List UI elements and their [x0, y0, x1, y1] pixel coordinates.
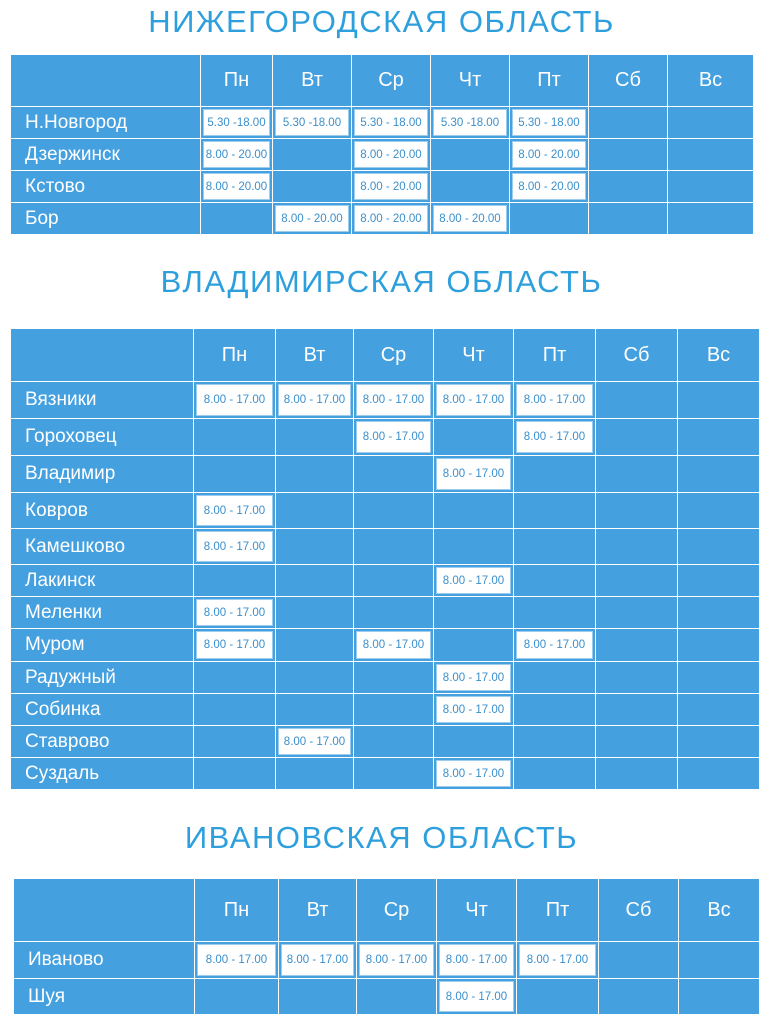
empty-cell [678, 456, 760, 493]
empty-cell [596, 758, 678, 790]
time-slot: 5.30 - 18.00 [354, 109, 428, 136]
empty-cell [276, 529, 354, 565]
empty-cell [678, 694, 760, 726]
time-slot: 8.00 - 17.00 [519, 944, 596, 976]
empty-cell [678, 597, 760, 629]
empty-cell [194, 694, 276, 726]
table-row [11, 662, 760, 694]
city-name: Лакинск [11, 565, 194, 597]
day-header: Вс [678, 329, 760, 382]
empty-cell [354, 726, 434, 758]
city-name: Владимир [11, 456, 194, 493]
time-slot: 8.00 - 17.00 [281, 944, 354, 976]
empty-cell [431, 171, 510, 203]
empty-cell [589, 107, 668, 139]
table-row [11, 139, 754, 171]
empty-cell [194, 565, 276, 597]
schedule-table-nizhny [10, 54, 754, 235]
time-slot: 5.30 - 18.00 [512, 109, 586, 136]
empty-cell [668, 203, 754, 235]
empty-cell [596, 565, 678, 597]
table-row [11, 597, 760, 629]
empty-cell [276, 597, 354, 629]
city-name: Иваново [14, 942, 195, 979]
city-name: Вязники [11, 382, 194, 419]
empty-cell [273, 171, 352, 203]
empty-cell [589, 171, 668, 203]
table-row [11, 758, 760, 790]
empty-cell [599, 979, 679, 1015]
time-slot: 8.00 - 17.00 [196, 384, 273, 416]
table-row [11, 171, 754, 203]
header-row [11, 329, 760, 382]
city-name: Дзержинск [11, 139, 201, 171]
empty-cell [678, 565, 760, 597]
table-row [11, 382, 760, 419]
empty-cell [668, 171, 754, 203]
empty-cell [279, 979, 357, 1015]
time-slot: 8.00 - 17.00 [516, 384, 593, 416]
region-title-nizhny: НИЖЕГОРОДСКАЯ ОБЛАСТЬ [148, 4, 615, 39]
empty-cell [354, 662, 434, 694]
empty-cell [596, 382, 678, 419]
time-slot: 8.00 - 17.00 [356, 384, 431, 416]
corner-cell [14, 879, 195, 942]
empty-cell [194, 758, 276, 790]
day-header: Пн [194, 329, 276, 382]
empty-cell [194, 662, 276, 694]
empty-cell [596, 456, 678, 493]
time-slot: 8.00 - 17.00 [436, 760, 511, 787]
table-row [11, 629, 760, 662]
header-row [14, 879, 760, 942]
empty-cell [596, 493, 678, 529]
empty-cell [596, 629, 678, 662]
time-slot: 8.00 - 20.00 [275, 205, 349, 232]
time-slot: 5.30 -18.00 [203, 109, 270, 136]
table-row [11, 529, 760, 565]
empty-cell [514, 493, 596, 529]
time-slot: 5.30 -18.00 [275, 109, 349, 136]
empty-cell [354, 694, 434, 726]
day-header: Сб [596, 329, 678, 382]
empty-cell [514, 726, 596, 758]
day-header: Вс [668, 55, 754, 107]
city-name: Кстово [11, 171, 201, 203]
city-name: Ковров [11, 493, 194, 529]
empty-cell [276, 662, 354, 694]
empty-cell [596, 597, 678, 629]
empty-cell [354, 529, 434, 565]
empty-cell [514, 694, 596, 726]
empty-cell [589, 203, 668, 235]
empty-cell [273, 139, 352, 171]
empty-cell [434, 493, 514, 529]
region-title-ivanovo: ИВАНОВСКАЯ ОБЛАСТЬ [184, 820, 579, 855]
time-slot: 8.00 - 17.00 [278, 728, 351, 755]
day-header: Пн [201, 55, 273, 107]
time-slot: 8.00 - 17.00 [359, 944, 434, 976]
empty-cell [514, 529, 596, 565]
empty-cell [434, 726, 514, 758]
empty-cell [589, 139, 668, 171]
time-slot: 8.00 - 20.00 [354, 205, 428, 232]
empty-cell [678, 493, 760, 529]
time-slot: 8.00 - 17.00 [439, 981, 514, 1012]
time-slot: 8.00 - 20.00 [433, 205, 507, 232]
empty-cell [514, 662, 596, 694]
schedule-table-vladimir [10, 328, 760, 790]
city-name: Н.Новгород [11, 107, 201, 139]
city-name: Ставрово [11, 726, 194, 758]
empty-cell [276, 758, 354, 790]
time-slot: 8.00 - 17.00 [278, 384, 351, 416]
empty-cell [668, 139, 754, 171]
time-slot: 8.00 - 20.00 [354, 173, 428, 200]
time-slot: 8.00 - 17.00 [196, 599, 273, 626]
empty-cell [434, 597, 514, 629]
empty-cell [596, 694, 678, 726]
time-slot: 8.00 - 17.00 [436, 664, 511, 691]
empty-cell [276, 565, 354, 597]
time-slot: 8.00 - 20.00 [512, 141, 586, 168]
empty-cell [434, 419, 514, 456]
empty-cell [514, 597, 596, 629]
day-header: Вт [276, 329, 354, 382]
corner-cell [11, 329, 194, 382]
empty-cell [431, 139, 510, 171]
day-header: Чт [431, 55, 510, 107]
city-name: Камешково [11, 529, 194, 565]
day-header: Сб [599, 879, 679, 942]
day-header: Ср [354, 329, 434, 382]
table-row [11, 493, 760, 529]
region-title-vladimir: ВЛАДИМИРСКАЯ ОБЛАСТЬ [160, 264, 603, 299]
empty-cell [354, 597, 434, 629]
empty-cell [679, 942, 760, 979]
empty-cell [678, 758, 760, 790]
empty-cell [354, 758, 434, 790]
time-slot: 5.30 -18.00 [433, 109, 507, 136]
day-header: Чт [434, 329, 514, 382]
empty-cell [596, 662, 678, 694]
time-slot: 8.00 - 17.00 [356, 631, 431, 659]
table-row [11, 456, 760, 493]
time-slot: 8.00 - 17.00 [356, 421, 431, 453]
table-row [11, 203, 754, 235]
empty-cell [276, 694, 354, 726]
day-header: Чт [437, 879, 517, 942]
table-row [11, 726, 760, 758]
corner-cell [11, 55, 201, 107]
day-header: Вт [273, 55, 352, 107]
empty-cell [517, 979, 599, 1015]
time-slot: 8.00 - 17.00 [439, 944, 514, 976]
empty-cell [276, 493, 354, 529]
day-header: Ср [357, 879, 437, 942]
table-row [11, 419, 760, 456]
empty-cell [195, 979, 279, 1015]
time-slot: 8.00 - 17.00 [516, 631, 593, 659]
day-header: Ср [352, 55, 431, 107]
time-slot: 8.00 - 20.00 [512, 173, 586, 200]
city-name: Суздаль [11, 758, 194, 790]
empty-cell [678, 629, 760, 662]
empty-cell [510, 203, 589, 235]
empty-cell [434, 529, 514, 565]
empty-cell [357, 979, 437, 1015]
schedule-table-ivanovo [13, 878, 760, 1015]
time-slot: 8.00 - 17.00 [196, 495, 273, 526]
empty-cell [514, 565, 596, 597]
time-slot: 8.00 - 17.00 [436, 458, 511, 490]
city-name: Меленки [11, 597, 194, 629]
day-header: Пт [517, 879, 599, 942]
time-slot: 8.00 - 17.00 [436, 567, 511, 594]
time-slot: 8.00 - 17.00 [197, 944, 276, 976]
empty-cell [354, 565, 434, 597]
empty-cell [194, 419, 276, 456]
time-slot: 8.00 - 17.00 [516, 421, 593, 453]
empty-cell [596, 419, 678, 456]
empty-cell [194, 456, 276, 493]
city-name: Гороховец [11, 419, 194, 456]
day-header: Сб [589, 55, 668, 107]
city-name: Собинка [11, 694, 194, 726]
empty-cell [668, 107, 754, 139]
time-slot: 8.00 - 20.00 [203, 173, 270, 200]
empty-cell [276, 419, 354, 456]
empty-cell [596, 726, 678, 758]
day-header: Пт [510, 55, 589, 107]
empty-cell [599, 942, 679, 979]
empty-cell [276, 629, 354, 662]
empty-cell [354, 493, 434, 529]
day-header: Вс [679, 879, 760, 942]
empty-cell [201, 203, 273, 235]
header-row [11, 55, 754, 107]
city-name: Шуя [14, 979, 195, 1015]
empty-cell [514, 758, 596, 790]
empty-cell [514, 456, 596, 493]
time-slot: 8.00 - 17.00 [436, 696, 511, 723]
day-header: Вт [279, 879, 357, 942]
empty-cell [194, 726, 276, 758]
time-slot: 8.00 - 17.00 [196, 631, 273, 659]
table-row [11, 565, 760, 597]
time-slot: 8.00 - 20.00 [203, 141, 270, 168]
empty-cell [596, 529, 678, 565]
time-slot: 8.00 - 20.00 [354, 141, 428, 168]
day-header: Пт [514, 329, 596, 382]
empty-cell [678, 419, 760, 456]
empty-cell [678, 662, 760, 694]
empty-cell [678, 382, 760, 419]
table-row [11, 694, 760, 726]
empty-cell [679, 979, 760, 1015]
empty-cell [276, 456, 354, 493]
city-name: Радужный [11, 662, 194, 694]
empty-cell [434, 629, 514, 662]
table-row [14, 942, 760, 979]
empty-cell [678, 726, 760, 758]
time-slot: 8.00 - 17.00 [196, 531, 273, 562]
city-name: Муром [11, 629, 194, 662]
table-row [11, 107, 754, 139]
day-header: Пн [195, 879, 279, 942]
table-row [14, 979, 760, 1015]
empty-cell [354, 456, 434, 493]
time-slot: 8.00 - 17.00 [436, 384, 511, 416]
empty-cell [678, 529, 760, 565]
city-name: Бор [11, 203, 201, 235]
